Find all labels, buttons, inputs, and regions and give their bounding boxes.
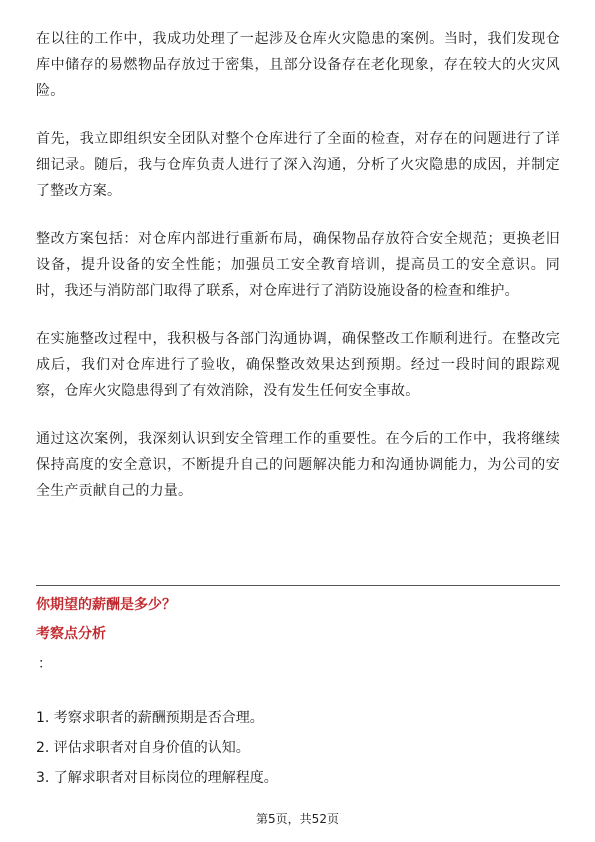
question-heading: 你期望的薪酬是多少？ xyxy=(36,597,176,613)
paragraph-conclusion: 通过这次案例，我深刻认识到安全管理工作的重要性。在今后的工作中，我将继续保持高度的安全意识，不断提升自己的问题解决能力和沟通协调能力，为公司的安全生产贡献自己的力量。 xyxy=(36,431,560,499)
paragraph-rectification-plan: 整改方案包括：对仓库内部进行重新布局，确保物品存放符合安全规范；更换老旧设备，提升设备的安全性能；加强员工安全教育培训，提高员工的安全意识。同时，我还与消防部门取得了联系，对仓库进行了消防设施设备的检查和维护。 xyxy=(36,231,560,299)
list-item: 3. 了解求职者对目标岗位的理解程度。 xyxy=(36,770,278,786)
analysis-colon: ： xyxy=(38,656,52,672)
answer-body xyxy=(36,26,560,526)
paragraph-implementation: 在实施整改过程中，我积极与各部门沟通协调，确保整改工作顺利进行。在整改完成后，我们对仓库进行了验收，确保整改效果达到预期。经过一段时间的跟踪观察，仓库火灾隐患得到了有效消除，没有发生任何安全事故。 xyxy=(36,331,560,399)
list-item: 1. 考察求职者的薪酬预期是否合理。 xyxy=(36,710,264,726)
list-item: 2. 评估求职者对自身价值的认知。 xyxy=(36,740,250,756)
section-divider xyxy=(36,585,560,586)
paragraph-first-steps: 首先，我立即组织安全团队对整个仓库进行了全面的检查，对存在的问题进行了详细记录。随后，我与仓库负责人进行了深入沟通，分析了火灾隐患的成因，并制定了整改方案。 xyxy=(36,131,560,199)
paragraph-case-intro: 在以往的工作中，我成功处理了一起涉及仓库火灾隐患的案例。当时，我们发现仓库中储存的易燃物品存放过于密集，且部分设备存在老化现象，存在较大的火灾风险。 xyxy=(36,31,560,99)
page-number-footer: 第5页，共52页 xyxy=(256,812,339,826)
analysis-list xyxy=(36,703,278,793)
analysis-heading: 考察点分析 xyxy=(36,626,106,642)
